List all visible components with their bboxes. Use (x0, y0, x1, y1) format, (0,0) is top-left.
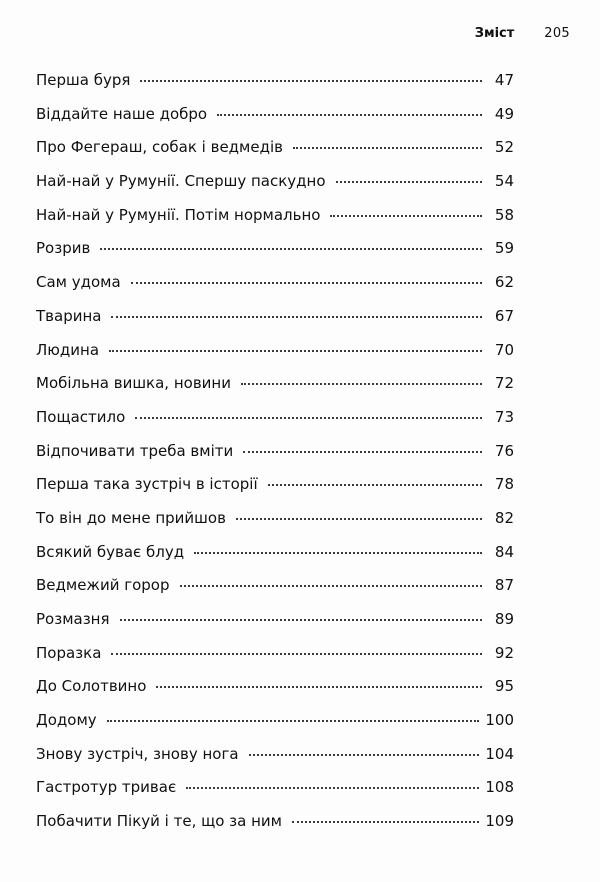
dot-leader (249, 754, 480, 756)
toc-entry-page: 109 (485, 812, 514, 831)
toc-entry[interactable] (36, 137, 514, 171)
toc-entry[interactable] (36, 272, 514, 306)
toc-entry[interactable] (36, 373, 514, 407)
dot-leader (120, 619, 482, 621)
toc-entry[interactable] (36, 171, 514, 205)
toc-entry-title: Побачити Пікуй і те, що за ним (36, 812, 282, 831)
toc-entry-page: 59 (494, 239, 514, 258)
toc-entry-title: Віддайте наше добро (36, 104, 208, 123)
dot-leader (135, 417, 482, 419)
dot-leader (292, 821, 479, 823)
dot-leader (140, 80, 482, 82)
dot-leader (217, 114, 482, 116)
toc-entry-page: 92 (494, 643, 514, 662)
toc-entry[interactable] (36, 744, 514, 778)
toc-entry-title: Сам удома (36, 273, 121, 292)
toc-entry[interactable] (36, 407, 514, 441)
toc-entry-page: 49 (494, 104, 514, 123)
toc-entry-page: 58 (494, 205, 514, 224)
toc-entry[interactable] (36, 104, 514, 138)
toc-entry-title: Пощастило (36, 407, 126, 426)
table-of-contents (36, 70, 514, 845)
toc-entry-title: То він до мене прийшов (36, 508, 226, 527)
toc-entry-page: 47 (494, 71, 514, 89)
dot-leader (131, 282, 482, 284)
toc-entry-page: 73 (494, 407, 514, 426)
dot-leader (111, 653, 482, 655)
dot-leader (241, 383, 482, 385)
toc-entry-title: Поразка (36, 643, 102, 662)
toc-entry-page: 108 (485, 778, 514, 797)
dot-leader (111, 316, 482, 318)
toc-entry-page: 54 (494, 172, 514, 191)
dot-leader (336, 181, 482, 183)
toc-entry-title: Перша така зустріч в історії (36, 475, 258, 494)
toc-entry[interactable] (36, 676, 514, 710)
toc-entry-title: Знову зустріч, знову нога (36, 744, 239, 763)
toc-entry[interactable] (36, 643, 514, 677)
toc-entry-title: Тварина (36, 306, 102, 325)
dot-leader (194, 552, 482, 554)
toc-entry-title: Мобільна вишка, новини (36, 374, 231, 393)
toc-entry-title: Людина (36, 340, 100, 359)
toc-entry-title: Перша буря (36, 71, 131, 89)
running-head (475, 26, 570, 41)
toc-entry-title: Ведмежий горор (36, 576, 170, 595)
toc-entry[interactable] (36, 306, 514, 340)
toc-entry-title: Най-най у Румунії. Спершу паскудно (36, 172, 326, 191)
toc-entry-page: 87 (494, 576, 514, 595)
dot-leader (293, 147, 482, 149)
toc-entry-page: 104 (485, 744, 514, 763)
toc-entry-title: Додому (36, 711, 97, 730)
dot-leader (109, 350, 482, 352)
toc-entry[interactable] (36, 474, 514, 508)
toc-entry-page: 78 (494, 475, 514, 494)
toc-entry[interactable] (36, 441, 514, 475)
dot-leader (236, 518, 482, 520)
toc-entry[interactable] (36, 340, 514, 374)
dot-leader (107, 720, 480, 722)
page-number: 205 (544, 26, 570, 41)
toc-entry-page: 67 (494, 306, 514, 325)
toc-entry-page: 82 (494, 508, 514, 527)
toc-entry-page: 70 (494, 340, 514, 359)
dot-leader (156, 686, 482, 688)
dot-leader (186, 787, 479, 789)
toc-entry-title: Най-най у Румунії. Потім нормально (36, 205, 321, 224)
toc-entry[interactable] (36, 542, 514, 576)
dot-leader (268, 484, 482, 486)
toc-entry-title: Про Фегераш, собак і ведмедів (36, 138, 283, 157)
toc-entry-page: 89 (494, 610, 514, 628)
toc-entry-page: 100 (485, 711, 514, 730)
toc-entry[interactable] (36, 575, 514, 609)
toc-entry-page: 52 (494, 138, 514, 157)
toc-entry[interactable] (36, 508, 514, 542)
section-title: Зміст (474, 26, 515, 41)
toc-entry[interactable] (36, 811, 514, 845)
toc-entry-page: 95 (494, 677, 514, 696)
toc-entry[interactable] (36, 710, 514, 744)
toc-entry-page: 76 (494, 441, 514, 460)
dot-leader (100, 248, 482, 250)
toc-entry-title: Всякий буває блуд (36, 542, 185, 561)
toc-entry-title: До Солотвино (36, 677, 147, 696)
toc-entry-page: 84 (494, 542, 514, 561)
toc-entry-title: Розрив (36, 239, 91, 258)
toc-entry[interactable] (36, 70, 514, 104)
toc-entry-page: 62 (494, 273, 514, 292)
toc-entry-page: 72 (494, 374, 514, 393)
toc-entry-title: Відпочивати треба вміти (36, 441, 234, 460)
toc-entry-title: Гастротур триває (36, 778, 177, 797)
toc-entry[interactable] (36, 609, 514, 643)
toc-entry-title: Розмазня (36, 610, 110, 628)
dot-leader (180, 585, 483, 587)
dot-leader (330, 215, 482, 217)
toc-entry[interactable] (36, 205, 514, 239)
toc-entry[interactable] (36, 238, 514, 272)
toc-entry[interactable] (36, 777, 514, 811)
dot-leader (243, 451, 482, 453)
